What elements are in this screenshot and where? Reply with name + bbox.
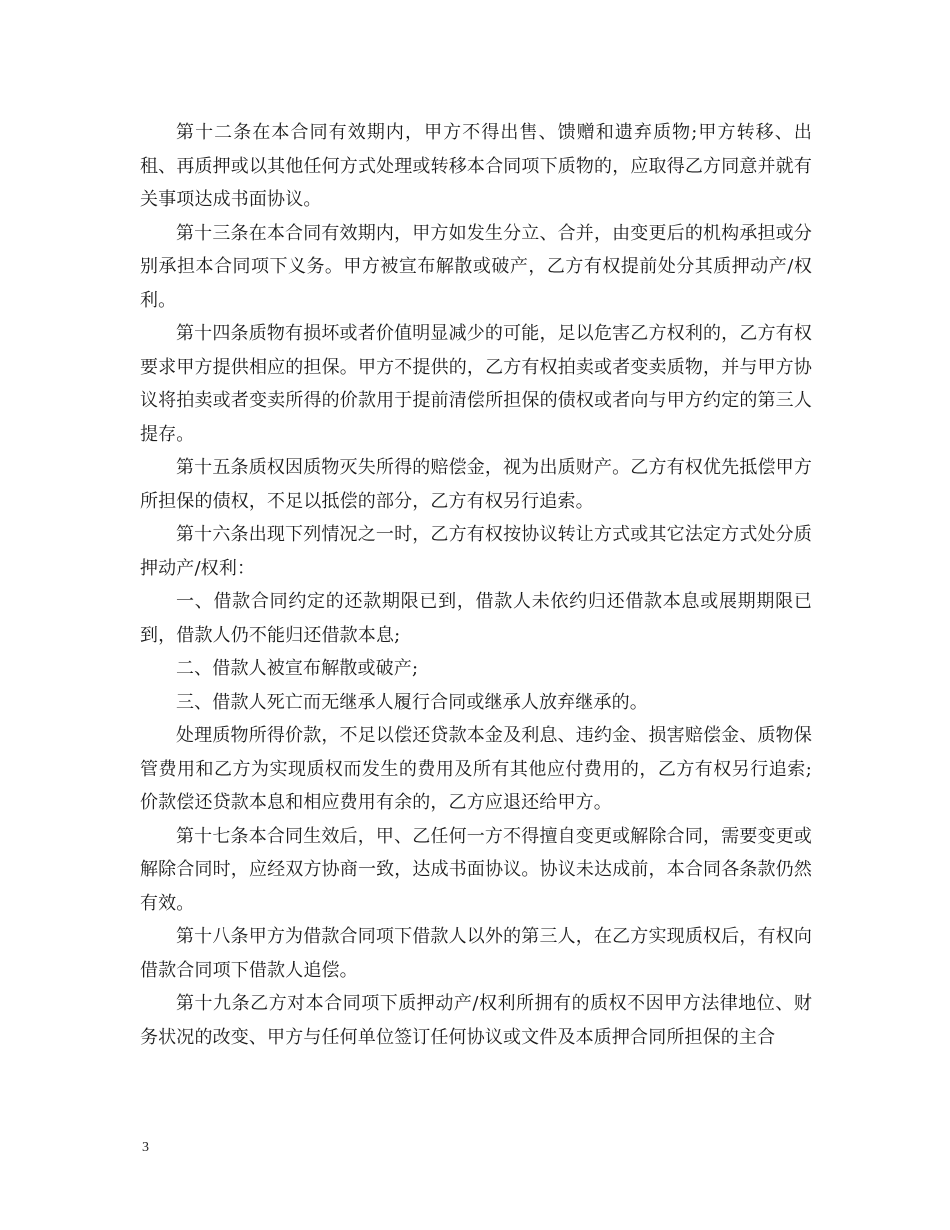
clause-16-item-1: 一、借款合同约定的还款期限已到，借款人未依约归还借款本息或展期期限已到，借款人仍不能归还借款本息; — [140, 591, 812, 646]
clause-15-paragraph: 第十五条质权因质物灭失所得的赔偿金，视为出质财产。乙方有权优先抵偿甲方所担保的债权，不足以抵偿的部分，乙方有权另行追索。 — [140, 457, 812, 512]
clause-16-item-3: 三、借款人死亡而无继承人履行合同或继承人放弃继承的。 — [176, 691, 648, 713]
document-body — [140, 116, 812, 1054]
page-number: 3 — [142, 1140, 149, 1155]
clause-16-item-2: 二、借款人被宣布解散或破产; — [176, 658, 419, 679]
clause-13-paragraph: 第十三条在本合同有效期内，甲方如发生分立、合并，由变更后的机构承担或分别承担本合同项下义务。甲方被宣布解散或破产，乙方有权提前处分其质押动产/权利。 — [140, 222, 812, 311]
clause-19-paragraph: 第十九条乙方对本合同项下质押动产/权利所拥有的质权不因甲方法律地位、财务状况的改变、甲方与任何单位签订任何协议或文件及本质押合同所担保的主合 — [140, 993, 812, 1048]
clause-18-paragraph: 第十八条甲方为借款合同项下借款人以外的第三人，在乙方实现质权后，有权向借款合同项下借款人追偿。 — [140, 926, 812, 981]
clause-17-paragraph: 第十七条本合同生效后，甲、乙任何一方不得擅自变更或解除合同，需要变更或解除合同时，应经双方协商一致，达成书面协议。协议未达成前，本合同各条款仍然有效。 — [140, 825, 812, 914]
proceeds-handling-paragraph: 处理质物所得价款，不足以偿还贷款本金及利息、违约金、损害赔偿金、质物保管费用和乙方为实现质权而发生的费用及所有其他应付费用的，乙方有权另行追索;价款偿还贷款本息和相应费用有余的，乙方应退还给甲方。 — [140, 725, 812, 813]
clause-14-paragraph: 第十四条质物有损坏或者价值明显减少的可能，足以危害乙方权利的，乙方有权要求甲方提供相应的担保。甲方不提供的，乙方有权拍卖或者变卖质物，并与甲方协议将拍卖或者变卖所得的价款用于提前清偿所担保的债权或者向与甲方约定的第三人提存。 — [140, 323, 812, 445]
clause-12-paragraph: 第十二条在本合同有效期内，甲方不得出售、馈赠和遗弃质物;甲方转移、出租、再质押或以其他任何方式处理或转移本合同项下质物的，应取得乙方同意并就有关事项达成书面协议。 — [140, 122, 812, 210]
clause-16-paragraph: 第十六条出现下列情况之一时，乙方有权按协议转让方式或其它法定方式处分质押动产/权利： — [140, 524, 812, 579]
